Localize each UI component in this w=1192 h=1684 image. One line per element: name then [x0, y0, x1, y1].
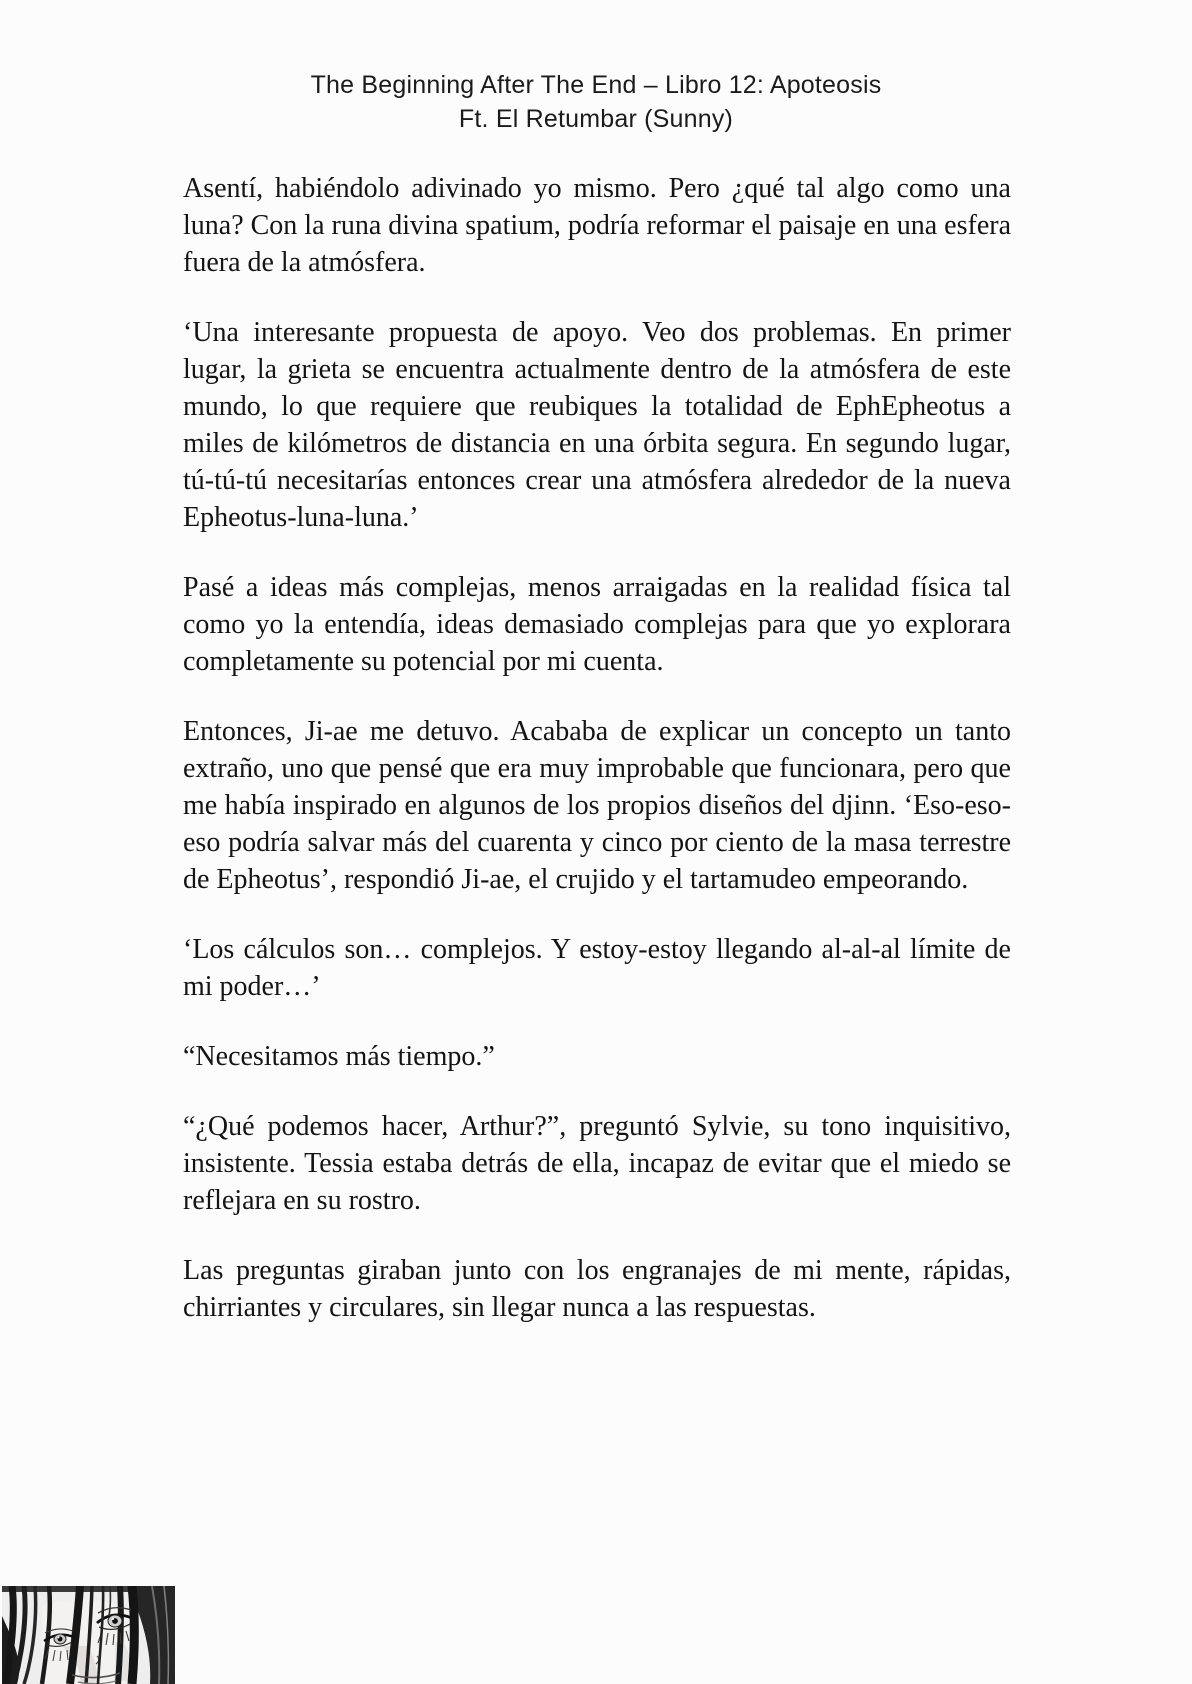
document-title	[0, 68, 1192, 136]
paragraph-4: Entonces, Ji-ae me detuvo. Acababa de explicar un concepto un tanto extraño, uno que pensé que era muy improbable que funcionara, pero que me había inspirado en algunos de los propios diseños del djinn. ‘Eso-eso-eso podría salvar más del cuarenta y cinco por ciento de la masa terrestre de Epheotus’, respondió Ji-ae, el crujido y el tartamudeo empeorando.	[183, 716, 1011, 895]
document-body	[183, 170, 1011, 1326]
paragraph-7: “¿Qué podemos hacer, Arthur?”, preguntó Sylvie, su tono inquisitivo, insistente. Tessia estaba detrás de ella, incapaz de evitar que el miedo se reflejara en su rostro.	[183, 1111, 1011, 1216]
paragraph-6: “Necesitamos más tiempo.”	[183, 1041, 495, 1072]
paragraph-5: ‘Los cálculos son… complejos. Y estoy-estoy llegando al-al-al límite de mi poder…’	[183, 934, 1011, 1002]
manga-face-illustration	[2, 1586, 175, 1684]
paragraph-2: ‘Una interesante propuesta de apoyo. Veo dos problemas. En primer lugar, la grieta se encuentra actualmente dentro de la atmósfera de este mundo, lo que requiere que reubiques la totalidad de EphEpheotus a miles de kilómetros de distancia en una órbita segura. En segundo lugar, tú-tú-tú necesitarías entonces crear una atmósfera alrededor de la nueva Epheotus-luna-luna.’	[183, 317, 1011, 533]
title-line-1: The Beginning After The End – Libro 12: Apoteosis	[310, 71, 882, 99]
paragraph-3: Pasé a ideas más complejas, menos arraigadas en la realidad física tal como yo la entendía, ideas demasiado complejas para que yo explorara completamente su potencial por mi cuenta.	[183, 572, 1011, 677]
manga-face-drawing	[2, 1586, 175, 1684]
paragraph-8: Las preguntas giraban junto con los engranajes de mi mente, rápidas, chirriantes y circulares, sin llegar nunca a las respuestas.	[183, 1255, 1011, 1323]
paragraph-1: Asentí, habiéndolo adivinado yo mismo. Pero ¿qué tal algo como una luna? Con la runa divina spatium, podría reformar el paisaje en una esfera fuera de la atmósfera.	[183, 173, 1012, 278]
title-line-2: Ft. El Retumbar (Sunny)	[458, 105, 734, 133]
